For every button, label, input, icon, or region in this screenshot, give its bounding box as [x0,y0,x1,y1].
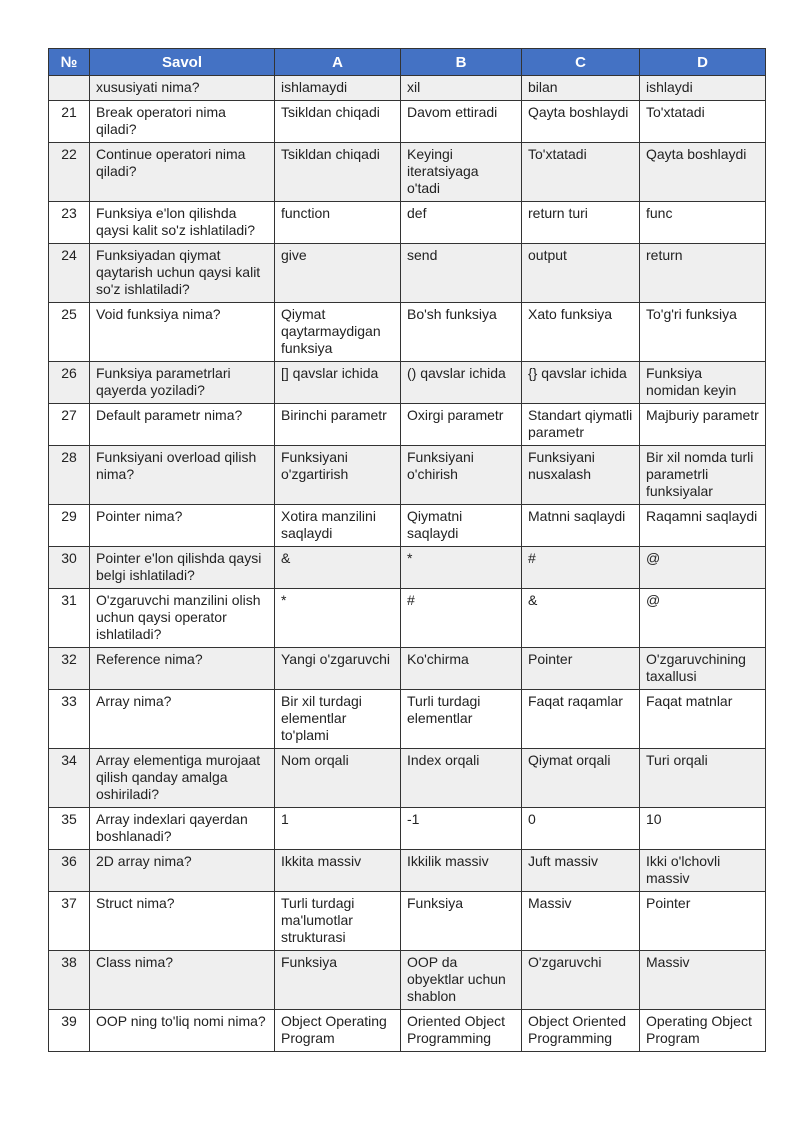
table-row [49,648,766,690]
question-number: 34 [49,749,90,808]
option-b: * [401,547,522,589]
question-number: 25 [49,303,90,362]
option-c: {} qavslar ichida [522,362,640,404]
option-c: Juft massiv [522,850,640,892]
header-row [49,49,766,76]
option-d: Funksiya nomidan keyin [640,362,766,404]
option-c: Massiv [522,892,640,951]
question-text: xususiyati nima? [90,76,275,101]
option-a: Tsikldan chiqadi [275,143,401,202]
option-a: [] qavslar ichida [275,362,401,404]
option-a: Qiymat qaytarmaydigan funksiya [275,303,401,362]
table-row [49,303,766,362]
question-number: 30 [49,547,90,589]
option-a: Funksiya [275,951,401,1010]
table-row [49,1010,766,1052]
option-a: function [275,202,401,244]
option-d: To'xtatadi [640,101,766,143]
option-d: ishlaydi [640,76,766,101]
option-a: Nom orqali [275,749,401,808]
option-b: def [401,202,522,244]
question-text: 2D array nima? [90,850,275,892]
question-text: Pointer e'lon qilishda qaysi belgi ishlatiladi? [90,547,275,589]
question-number: 23 [49,202,90,244]
question-text: Array elementiga murojaat qilish qanday amalga oshiriladi? [90,749,275,808]
question-text: Reference nima? [90,648,275,690]
option-c: return turi [522,202,640,244]
question-text: Array indexlari qayerdan boshlanadi? [90,808,275,850]
option-c: Funksiyani nusxalash [522,446,640,505]
option-d: Raqamni saqlaydi [640,505,766,547]
option-b: Funksiya [401,892,522,951]
table-row [49,690,766,749]
option-b: Keyingi iteratsiyaga o'tadi [401,143,522,202]
header-option-c: C [522,49,640,76]
table-row [49,446,766,505]
option-d: Massiv [640,951,766,1010]
option-d: Faqat matnlar [640,690,766,749]
question-number: 37 [49,892,90,951]
option-c: Qiymat orqali [522,749,640,808]
question-text: Funksiya parametrlari qayerda yoziladi? [90,362,275,404]
table-row [49,101,766,143]
table-row [49,749,766,808]
option-b: send [401,244,522,303]
table-row [49,404,766,446]
table-row [49,892,766,951]
question-text: Struct nima? [90,892,275,951]
question-text: O'zgaruvchi manzilini olish uchun qaysi operator ishlatiladi? [90,589,275,648]
table-row [49,143,766,202]
option-c: Object Oriented Programming [522,1010,640,1052]
question-number: 35 [49,808,90,850]
question-text: Funksiyadan qiymat qaytarish uchun qaysi kalit so'z ishlatiladi? [90,244,275,303]
option-b: Oriented Object Programming [401,1010,522,1052]
option-c: O'zgaruvchi [522,951,640,1010]
option-b: -1 [401,808,522,850]
question-text: Class nima? [90,951,275,1010]
question-text: Default parametr nima? [90,404,275,446]
question-number: 27 [49,404,90,446]
question-number: 28 [49,446,90,505]
option-c: Matnni saqlaydi [522,505,640,547]
option-c: # [522,547,640,589]
option-b: Qiymatni saqlaydi [401,505,522,547]
option-d: Turi orqali [640,749,766,808]
option-a: * [275,589,401,648]
option-b: Index orqali [401,749,522,808]
option-a: ishlamaydi [275,76,401,101]
option-a: Turli turdagi ma'lumotlar strukturasi [275,892,401,951]
table-row [49,951,766,1010]
option-d: Qayta boshlaydi [640,143,766,202]
option-a: Tsikldan chiqadi [275,101,401,143]
option-a: Birinchi parametr [275,404,401,446]
option-a: Yangi o'zgaruvchi [275,648,401,690]
question-number: 36 [49,850,90,892]
option-b: Ko'chirma [401,648,522,690]
option-d: O'zgaruvchining taxallusi [640,648,766,690]
question-text: Pointer nima? [90,505,275,547]
option-d: @ [640,547,766,589]
option-b: OOP da obyektlar uchun shablon [401,951,522,1010]
question-text: Break operatori nima qiladi? [90,101,275,143]
question-number: 38 [49,951,90,1010]
question-number: 26 [49,362,90,404]
question-number: 39 [49,1010,90,1052]
question-text: Void funksiya nima? [90,303,275,362]
question-text: Continue operatori nima qiladi? [90,143,275,202]
option-d: return [640,244,766,303]
option-b: Bo'sh funksiya [401,303,522,362]
table-row [49,244,766,303]
option-d: Pointer [640,892,766,951]
option-a: Bir xil turdagi elementlar to'plami [275,690,401,749]
option-d: Ikki o'lchovli massiv [640,850,766,892]
question-text: OOP ning to'liq nomi nima? [90,1010,275,1052]
header-option-a: A [275,49,401,76]
option-d: Bir xil nomda turli parametrli funksiyalar [640,446,766,505]
option-a: Funksiyani o'zgartirish [275,446,401,505]
table-row [49,505,766,547]
option-d: func [640,202,766,244]
option-a: give [275,244,401,303]
table-row [49,547,766,589]
question-number: 32 [49,648,90,690]
option-c: Qayta boshlaydi [522,101,640,143]
question-number: 24 [49,244,90,303]
table-row [49,202,766,244]
quiz-body [49,76,766,1052]
option-c: output [522,244,640,303]
table-row [49,808,766,850]
option-a: 1 [275,808,401,850]
option-d: 10 [640,808,766,850]
question-text: Funksiya e'lon qilishda qaysi kalit so'z ishlatiladi? [90,202,275,244]
option-d: To'g'ri funksiya [640,303,766,362]
option-a: Ikkita massiv [275,850,401,892]
question-number: 33 [49,690,90,749]
header-option-d: D [640,49,766,76]
question-text: Funksiyani overload qilish nima? [90,446,275,505]
option-b: Turli turdagi elementlar [401,690,522,749]
option-b: xil [401,76,522,101]
option-b: Davom ettiradi [401,101,522,143]
option-b: Oxirgi parametr [401,404,522,446]
question-number: 21 [49,101,90,143]
question-number: 29 [49,505,90,547]
option-c: Pointer [522,648,640,690]
option-c: To'xtatadi [522,143,640,202]
option-d: Operating Object Program [640,1010,766,1052]
table-row [49,850,766,892]
header-question: Savol [90,49,275,76]
option-c: 0 [522,808,640,850]
table-row [49,362,766,404]
option-c: Xato funksiya [522,303,640,362]
option-c: Faqat raqamlar [522,690,640,749]
option-b: Ikkilik massiv [401,850,522,892]
option-a: Xotira manzilini saqlaydi [275,505,401,547]
option-b: # [401,589,522,648]
question-number: 31 [49,589,90,648]
header-num: № [49,49,90,76]
option-c: bilan [522,76,640,101]
table-row [49,589,766,648]
option-c: Standart qiymatli parametr [522,404,640,446]
question-number [49,76,90,101]
header-option-b: B [401,49,522,76]
quiz-table [48,48,766,1052]
option-c: & [522,589,640,648]
question-text: Array nima? [90,690,275,749]
table-row [49,76,766,101]
option-b: Funksiyani o'chirish [401,446,522,505]
option-d: Majburiy parametr [640,404,766,446]
option-b: () qavslar ichida [401,362,522,404]
option-a: Object Operating Program [275,1010,401,1052]
question-number: 22 [49,143,90,202]
option-d: @ [640,589,766,648]
option-a: & [275,547,401,589]
